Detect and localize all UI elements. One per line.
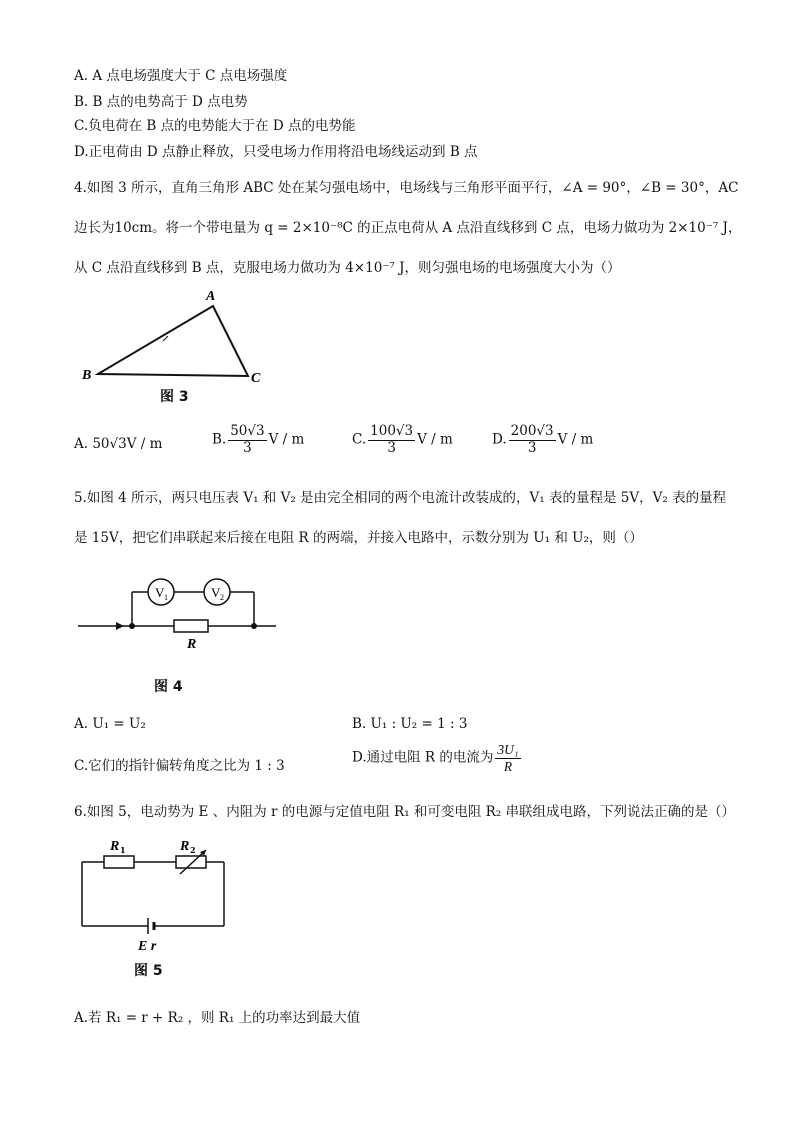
- svg-text:V: V: [211, 585, 221, 600]
- q6-option-a: A.若 R₁ = r + R₂ ，则 R₁ 上的功率达到最大值: [74, 1010, 361, 1026]
- resistor-r1: [104, 856, 134, 868]
- source-label: E r: [138, 939, 157, 954]
- label-a: A: [206, 289, 216, 304]
- label-b: B: [82, 368, 92, 383]
- figure-5-caption: 图 5: [134, 963, 163, 979]
- q5-option-d: D.通过电阻 R 的电流为 $\frac{\text{3U₁}}{R}$: [352, 742, 519, 774]
- svg-text:1: 1: [120, 845, 126, 855]
- figure-3-triangle: [78, 286, 278, 386]
- figure-4-circuit: [76, 570, 286, 652]
- q4-option-a: A. 50√3V / m: [74, 436, 163, 452]
- q3-option-a: A. A 点电场强度大于 C 点电场强度: [74, 68, 288, 84]
- q6-text-line1: 6.如图 5，电动势为 E 、内阻为 r 的电源与定值电阻 R₁ 和可变电阻 R₂ 串联组成电路，下列说法正确的是（）: [74, 804, 736, 820]
- q5-option-c: C.它们的指针偏转角度之比为 1 : 3: [74, 758, 285, 774]
- svg-text:2: 2: [220, 593, 224, 602]
- resistor-r2: [176, 856, 206, 868]
- figure-4-caption: 图 4: [154, 679, 183, 695]
- q5-text-line1: 5.如图 4 所示，两只电压表 V₁ 和 V₂ 是由完全相同的两个电流计改装成的，V₁ 表的量程是 5V，V₂ 表的量程: [74, 490, 727, 506]
- q5-option-a: A. U₁ = U₂: [74, 716, 146, 732]
- figure-3-caption: 图 3: [160, 389, 189, 405]
- label-c: C: [251, 371, 261, 386]
- q4-text-line1: 4.如图 3 所示，直角三角形 ABC 处在某匀强电场中，电场线与三角形平面平行，∠A = 90°，∠B = 30°，AC: [74, 180, 739, 196]
- figure-5-circuit: [76, 836, 236, 956]
- q3-option-c: C.负电荷在 B 点的电势能大于在 D 点的电势能: [74, 118, 356, 134]
- q4-option-d: D. $\frac{200√3}{3}$ V / m: [492, 423, 594, 456]
- svg-text:R: R: [187, 637, 197, 652]
- svg-text:R: R: [110, 839, 120, 854]
- q4-text-line3: 从 C 点沿直线移到 B 点，克服电场力做功为 4×10⁻⁷ J，则匀强电场的电场强度大小为（）: [74, 260, 621, 276]
- svg-text:R: R: [180, 839, 190, 854]
- q5-text-line2: 是 15V，把它们串联起来后接在电阻 R 的两端，并接入电路中，示数分别为 U₁ 和 U₂，则（）: [74, 530, 643, 546]
- q3-option-d: D.正电荷由 D 点静止释放，只受电场力作用将沿电场线运动到 B 点: [74, 144, 478, 160]
- q5-option-b: B. U₁ : U₂ = 1 : 3: [352, 716, 468, 732]
- svg-text:1: 1: [164, 593, 168, 602]
- svg-text:V: V: [155, 585, 165, 600]
- q4-option-c: C. $\frac{100√3}{3}$ V / m: [352, 423, 453, 456]
- resistor-r: [174, 620, 208, 632]
- q4-option-b: B. $\frac{50√3}{3}$ V / m: [212, 423, 305, 456]
- svg-text:2: 2: [190, 845, 196, 855]
- q4-text-line2: 边长为10cm。将一个带电量为 q = 2×10⁻⁸C 的正点电荷从 A 点沿直线移到 C 点，电场力做功为 2×10⁻⁷ J，: [74, 220, 742, 236]
- q3-option-b: B. B 点的电势高于 D 点电势: [74, 94, 248, 110]
